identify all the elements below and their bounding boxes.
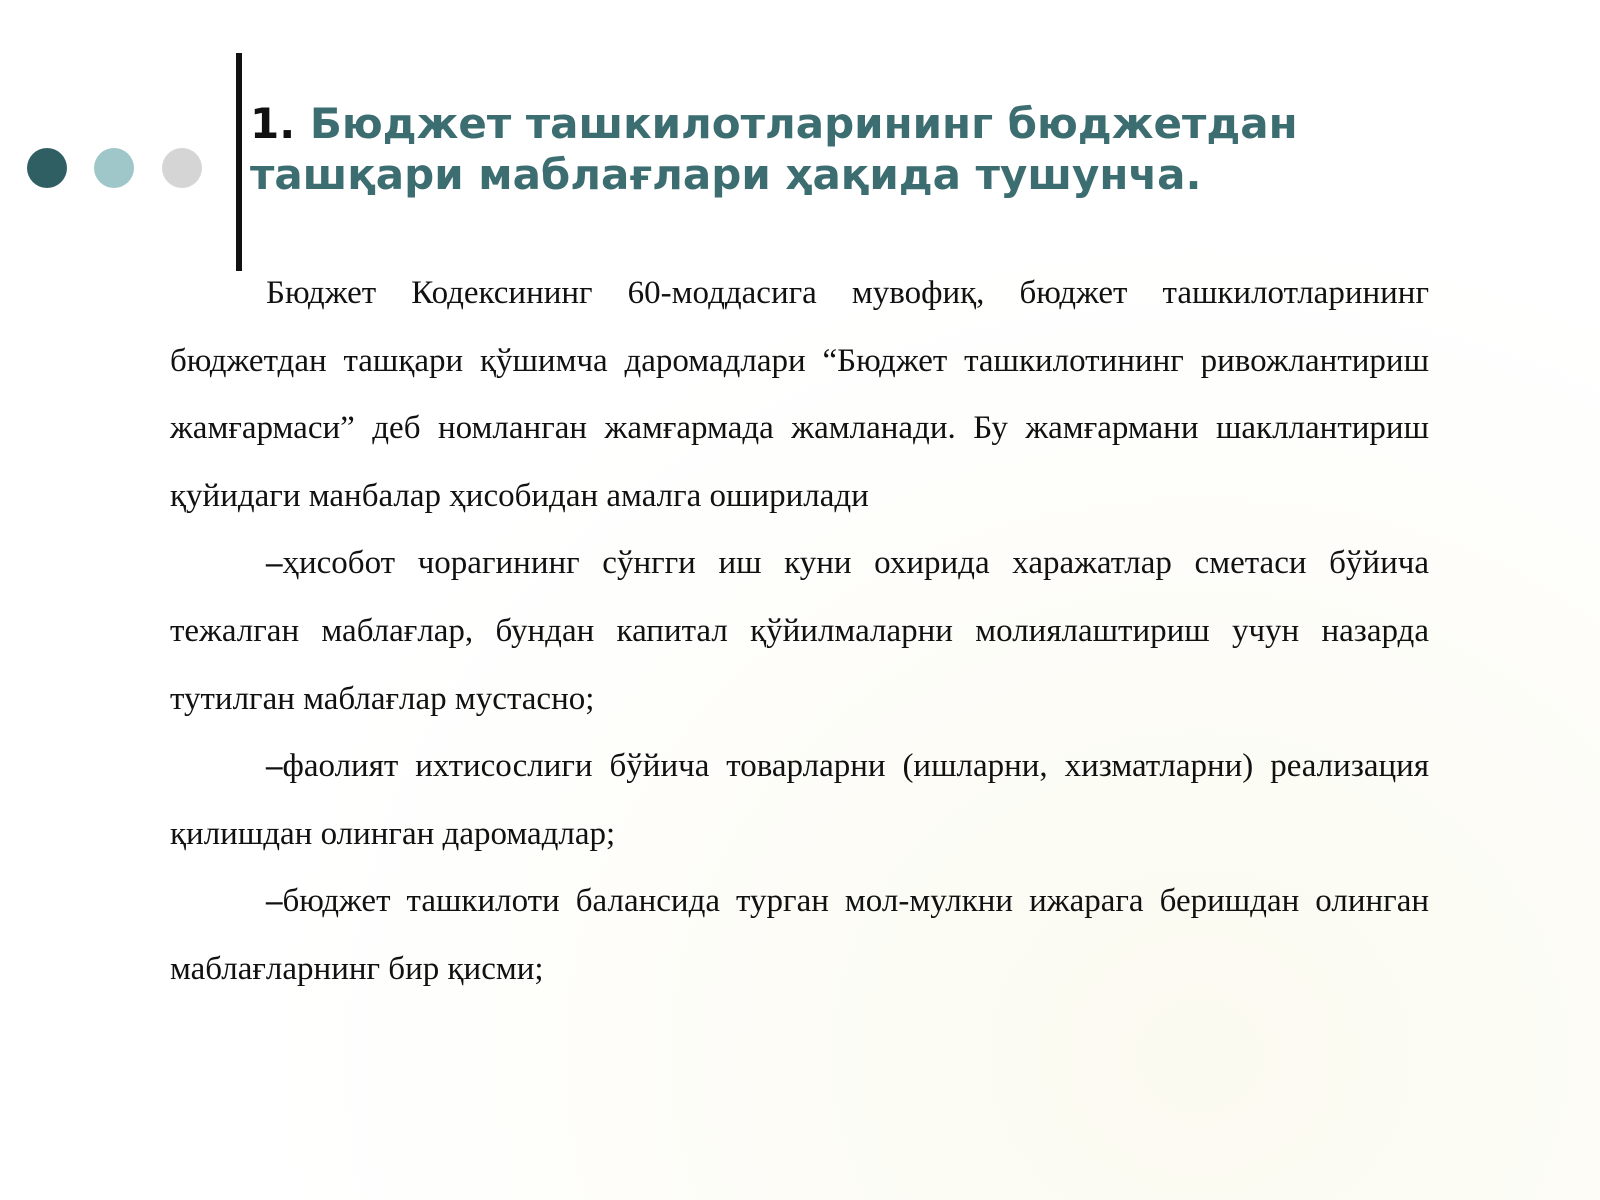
title-number: 1. (250, 99, 296, 148)
slide-body (170, 260, 1429, 1004)
decorative-dot-light (94, 148, 134, 188)
list-item (170, 530, 1429, 733)
list-item (170, 733, 1429, 868)
list-item-text: бюджет ташкилоти балансида турган мол-мулкни ижарага беришдан олинган маблағларнинг бир қисми; (170, 883, 1429, 987)
decorative-dot-gray (162, 148, 202, 188)
decorative-dot-dark (27, 148, 67, 188)
list-item-text: фаолият ихтисослиги бўйича товарларни (ишларни, хизматларни) реализация қилишдан олинган даромадлар; (170, 748, 1429, 852)
intro-paragraph: Бюджет Кодексининг 60-моддасига мувофиқ, бюджет ташкилотларининг бюджетдан ташқари қўшимча даромадлари “Бюджет ташкилотининг ривожлантириш жамғармаси” деб номланган жамғармада жамланади. Бу жамғармани шакллантириш қуйидаги манбалар ҳисобидан амалга оширилади (170, 275, 1429, 514)
list-item (170, 868, 1429, 1003)
dash-marker: – (266, 748, 283, 785)
list-item-text: ҳисобот чорагининг сўнгги иш куни охирида харажатлар сметаси бўйича тежалган маблағлар, бундан капитал қўйилмаларни молиялаштириш учун назарда тутилган маблағлар мустасно; (170, 545, 1429, 717)
dash-marker: – (266, 883, 283, 920)
title-divider-line (236, 53, 242, 271)
title-text: Бюджет ташкилотларининг бюджетдан ташқари маблағлари ҳақида тушунча. (250, 99, 1298, 199)
dash-marker: – (266, 545, 283, 582)
slide-title (250, 98, 1450, 200)
